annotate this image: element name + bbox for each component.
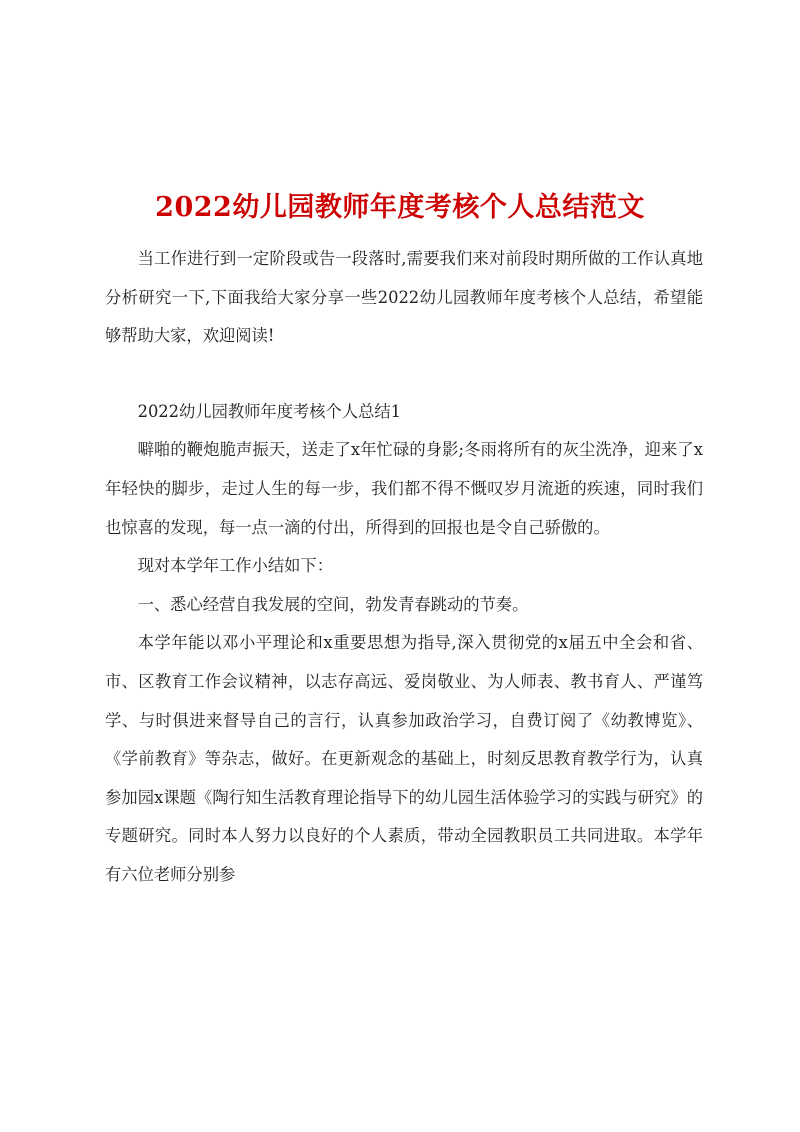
body-paragraph: 噼啪的鞭炮脆声振天，送走了x年忙碌的身影;冬雨将所有的灰尘洗净，迎来了x年轻快的脚步，走过人生的每一步，我们都不得不慨叹岁月流逝的疾速，同时我们也惊喜的发现，每一点一滴的付出，所得到的回报也是令自己骄傲的。 — [105, 440, 703, 537]
document-title: 2022幼儿园教师年度考核个人总结范文 — [155, 192, 645, 224]
body-paragraph: 现对本学年工作小结如下： — [137, 556, 333, 576]
document-body — [105, 240, 703, 895]
subsection-heading: 一、悉心经营自我发展的空间，勃发青春跳动的节奏。 — [137, 594, 529, 614]
intro-paragraph: 当工作进行到一定阶段或告一段落时,需要我们来对前段时期所做的工作认真地分析研究一下,下面我给大家分享一些2022幼儿园教师年度考核个人总结，希望能够帮助大家，欢迎阅读! — [105, 249, 703, 346]
body-paragraph: 本学年能以邓小平理论和x重要思想为指导,深入贯彻党的x届五中全会和省、市、区教育工作会议精神，以志存高远、爱岗敬业、为人师表、教书育人、严谨笃学、与时俱进来督导自己的言行，认真参加政治学习，自费订阅了《幼教博览》、《学前教育》等杂志，做好。在更新观念的基础上，时刻反思教育教学行为，认真参加园x课题《陶行知生活教育理论指导下的幼儿园生活体验学习的实践与研究》的专题研究。同时本人努力以良好的个人素质，带动全园教职员工共同进取。本学年有六位老师分别参 — [105, 633, 703, 884]
section-heading: 2022幼儿园教师年度考核个人总结1 — [137, 401, 402, 421]
